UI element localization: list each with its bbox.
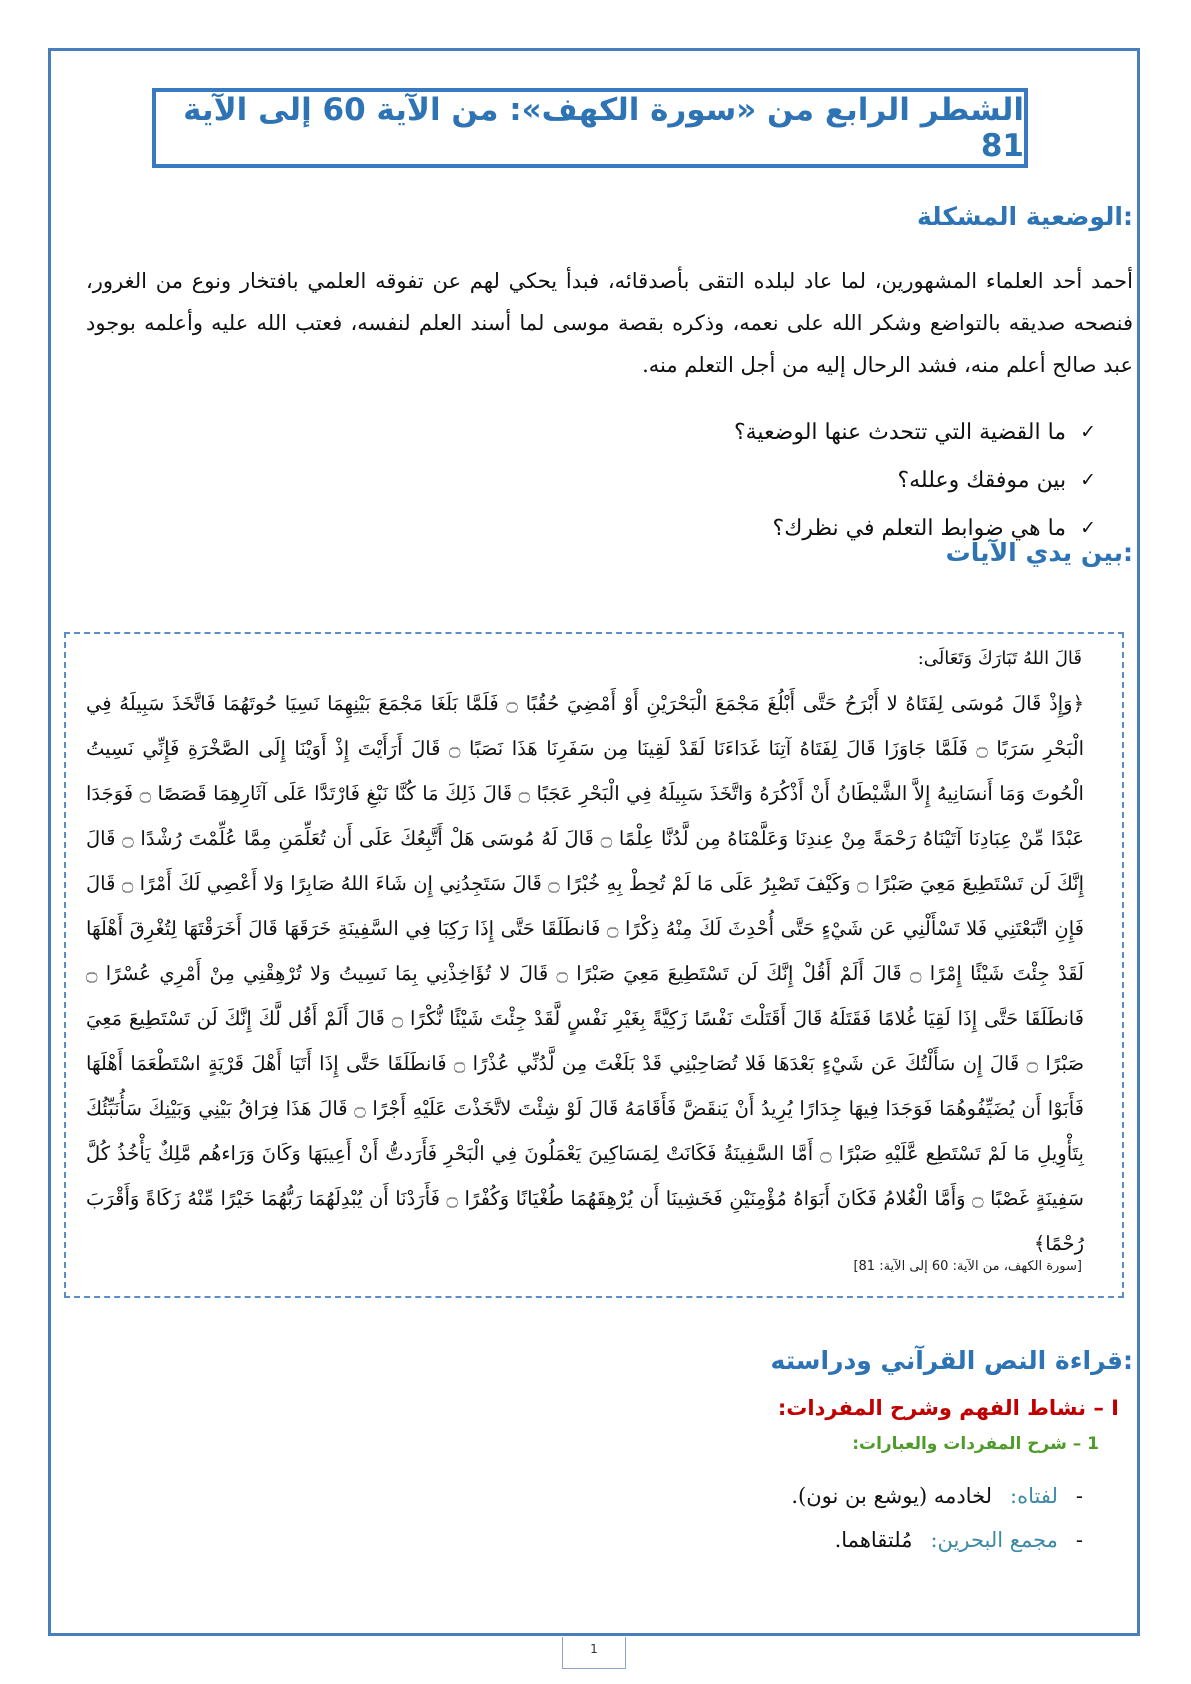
vocab-meaning: مُلتقاهما.: [834, 1528, 913, 1552]
checkmark-icon: ✓: [1080, 469, 1096, 491]
vocab-meaning: لخادمه (يوشع بن نون).: [791, 1484, 993, 1508]
list-item: [791, 1474, 1083, 1518]
title-box: [152, 88, 1028, 168]
page-number: 1: [562, 1637, 626, 1669]
checkmark-icon: ✓: [1080, 517, 1096, 539]
verse-intro: قَالَ اللهُ تَبَارَكَ وَتَعَالَى:: [917, 648, 1082, 669]
dash-bullet: -: [1075, 1484, 1083, 1508]
verse-box: [64, 632, 1124, 1298]
problem-heading: الوضعية المشكلة:: [916, 202, 1133, 231]
activity-heading: I – نشاط الفهم وشرح المفردات:: [777, 1396, 1119, 1420]
question-text: ما هي ضوابط التعلم في نظرك؟: [772, 515, 1067, 541]
verses-heading: بين يدي الآيات:: [945, 538, 1133, 567]
checkmark-icon: ✓: [1080, 421, 1096, 443]
reading-heading: قراءة النص القرآني ودراسته:: [770, 1346, 1133, 1375]
question-list: [734, 408, 1096, 552]
question-text: بين موفقك وعلله؟: [897, 467, 1067, 493]
verse-text: ﴿وَإِذْ قَالَ مُوسَى لِفَتَاهُ لا أَبْرَحُ حَتَّى أَبْلُغَ مَجْمَعَ الْبَحْرَيْنِ أَوْ أَمْضِيَ حُقُبًا ۝ فَلَمَّا بَلَغَا مَجْمَعَ بَيْنِهِمَا نَسِيَا حُوتَهُمَا فَاتَّخَذَ سَبِيلَهُ فِي الْبَحْرِ سَرَبًا ۝ فَلَمَّا جَاوَزَا قَالَ لِفَتَاهُ آتِنَا غَدَاءَنَا لَقَدْ لَقِينَا مِن سَفَرِنَا هَذَا نَصَبًا ۝ قَالَ أَرَأَيْتَ إِذْ أَوَيْنَا إِلَى الصَّخْرَةِ فَإِنِّي نَسِيتُ الْحُوتَ وَمَا أَنسَانِيهُ إِلاَّ الشَّيْطَانُ أَنْ أَذْكُرَهُ وَاتَّخَذَ سَبِيلَهُ فِي الْبَحْرِ عَجَبًا ۝ قَالَ ذَلِكَ مَا كُنَّا نَبْغِ فَارْتَدَّا عَلَى آثَارِهِمَا قَصَصًا ۝ فَوَجَدَا عَبْدًا مِّنْ عِبَادِنَا آتَيْنَاهُ رَحْمَةً مِنْ عِندِنَا وَعَلَّمْنَاهُ مِن لَّدُنَّا عِلْمًا ۝ قَالَ لَهُ مُوسَى هَلْ أَتَّبِعُكَ عَلَى أَن تُعَلِّمَنِ مِمَّا عُلِّمْتَ رُشْدًا ۝ قَالَ إِنَّكَ لَن تَسْتَطِيعَ مَعِيَ صَبْرًا ۝ وَكَيْفَ تَصْبِرُ عَلَى مَا لَمْ تُحِطْ بِهِ خُبْرًا ۝ قَالَ سَتَجِدُنِي إِن شَاءَ اللهُ صَابِرًا وَلا أَعْصِي لَكَ أَمْرًا ۝ قَالَ فَإِنِ اتَّبَعْتَنِي فَلا تَسْأَلْنِي عَن شَيْءٍ حَتَّى أُحْدِثَ لَكَ مِنْهُ ذِكْرًا ۝ فَانطَلَقَا حَتَّى إِذَا رَكِبَا فِي السَّفِينَةِ خَرَقَهَا قَالَ أَخَرَقْتَهَا لِتُغْرِقَ أَهْلَهَا لَقَدْ جِئْتَ شَيْئًا إِمْرًا ۝ قَالَ أَلَمْ أَقُلْ إِنَّكَ لَن تَسْتَطِيعَ مَعِيَ صَبْرًا ۝ قَالَ لا تُؤَاخِذْنِي بِمَا نَسِيتُ وَلا تُرْهِقْنِي مِنْ أَمْرِي عُسْرًا ۝ فَانطَلَقَا حَتَّى إِذَا لَقِيَا غُلامًا فَقَتَلَهُ قَالَ أَقَتَلْتَ نَفْسًا زَكِيَّةً بِغَيْرِ نَفْسٍ لَّقَدْ جِئْتَ شَيْئًا نُّكْرًا ۝ قَالَ أَلَمْ أَقُل لَّكَ إِنَّكَ لَن تَسْتَطِيعَ مَعِيَ صَبْرًا ۝ قَالَ إِن سَأَلْتُكَ عَن شَيْءٍ بَعْدَهَا فَلا تُصَاحِبْنِي قَدْ بَلَغْتَ مِن لَّدُنِّي عُذْرًا ۝ فَانطَلَقَا حَتَّى إِذَا أَتَيَا أَهْلَ قَرْيَةٍ اسْتَطْعَمَا أَهْلَهَا فَأَبَوْا أَن يُضَيِّفُوهُمَا فَوَجَدَا فِيهَا جِدَارًا يُرِيدُ أَنْ يَنقَضَّ فَأَقَامَهُ قَالَ لَوْ شِئْتَ لاتَّخَذْتَ عَلَيْهِ أَجْرًا ۝ قَالَ هَذَا فِرَاقُ بَيْنِي وَبَيْنِكَ سَأُنَبِّئُكَ بِتَأْوِيلِ مَا لَمْ تَسْتَطِع عَّلَيْهِ صَبْرًا ۝ أَمَّا السَّفِينَةُ فَكَانَتْ لِمَسَاكِينَ يَعْمَلُونَ فِي الْبَحْرِ فَأَرَدتُّ أَنْ أَعِيبَهَا وَكَانَ وَرَاءهُم مَّلِكٌ يَأْخُذُ كُلَّ سَفِينَةٍ غَصْبًا ۝ وَأَمَّا الْغُلامُ فَكَانَ أَبَوَاهُ مُؤْمِنَيْنِ فَخَشِينَا أَن يُرْهِقَهُمَا طُغْيَانًا وَكُفْرًا ۝ فَأَرَدْنَا أَن يُبْدِلَهُمَا رَبُّهُمَا خَيْرًا مِّنْهُ زَكَاةً وَأَقْرَبَ رُحْمًا﴾: [86, 692, 1085, 1255]
list-item: [734, 408, 1096, 456]
list-item: [734, 456, 1096, 504]
vocab-list: [791, 1474, 1083, 1562]
question-text: ما القضية التي تتحدث عنها الوضعية؟: [733, 419, 1067, 445]
verse-source: [سورة الكهف، من الآية: 60 إلى الآية: 81]: [853, 1259, 1082, 1274]
vocab-term: لفتاه:: [1010, 1484, 1058, 1508]
vocab-subheading: 1 – شرح المفردات والعبارات:: [852, 1434, 1099, 1454]
dash-bullet: -: [1075, 1528, 1083, 1552]
vocab-term: مجمع البحرين:: [930, 1528, 1058, 1552]
problem-paragraph: أحمد أحد العلماء المشهورين، لما عاد لبلده التقى بأصدقائه، فبدأ يحكي لهم عن تفوقه العلمي بافتخار ونوع من الغرور، فنصحه صديقه بالتواضع وشكر الله على نعمه، وذكره بقصة موسى لما أسند العلم لنفسه، فعتب الله عليه وأعلمه بوجود عبد صالح أعلم منه، فشد الرحال إليه من أجل التعلم منه.: [86, 269, 1133, 377]
list-item: [791, 1518, 1083, 1562]
page-title: الشطر الرابع من «سورة الكهف»: من الآية 60 إلى الآية 81: [183, 92, 1024, 164]
